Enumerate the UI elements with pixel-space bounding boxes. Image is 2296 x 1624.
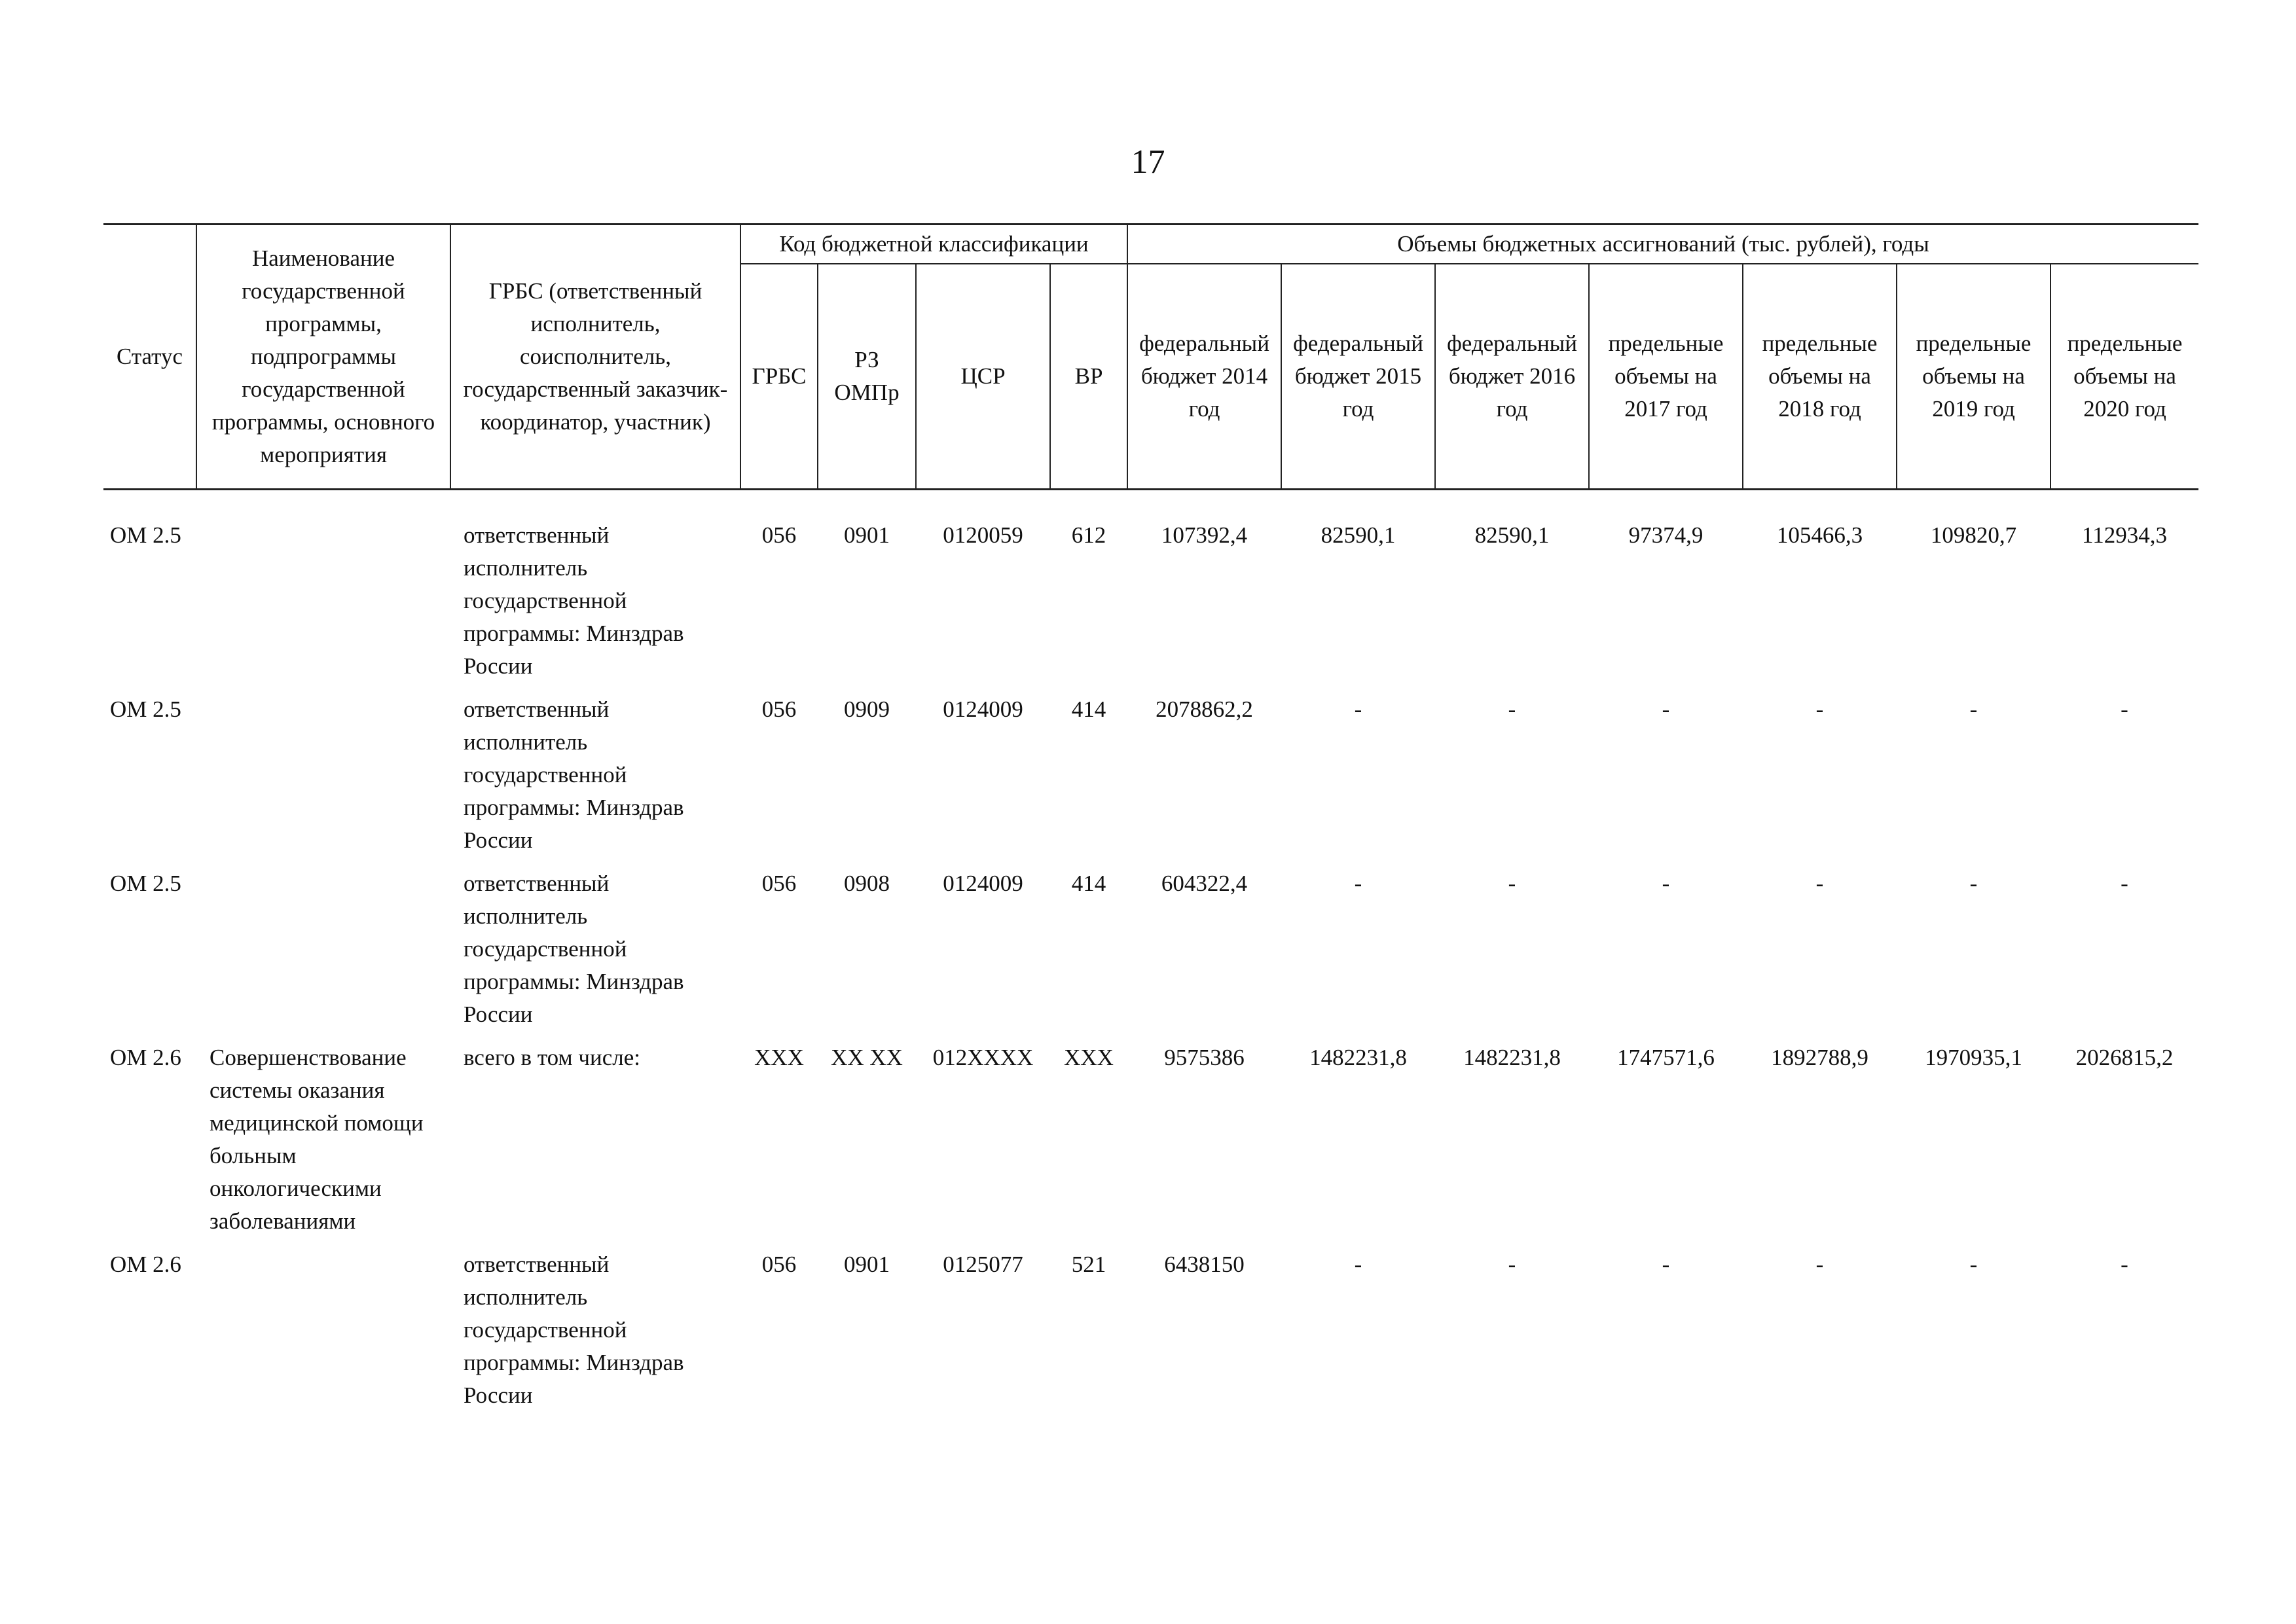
cell-name [196,1248,450,1422]
cell-value-2015: - [1354,1252,1362,1277]
cell-value-2014: 2078862,2 [1156,696,1253,722]
cell-grbs: ответственный исполнитель государственной программы: Минздрав России [464,696,684,853]
table-row [103,490,2198,694]
cell-value-2015: 1482231,8 [1309,1045,1407,1070]
header-code-csr: ЦСР [916,264,1050,490]
cell-name [196,693,450,867]
cell-status: ОМ 2.5 [110,522,181,548]
table-row [103,867,2198,1041]
header-year-2018: предельные объемы на 2018 год [1743,264,1897,490]
cell-code-rz: 0908 [844,871,890,896]
header-code-vr: ВР [1050,264,1127,490]
header-year-2020: предельные объемы на 2020 год [2050,264,2198,490]
cell-code-csr: 0125077 [943,1252,1023,1277]
cell-value-2020: 112934,3 [2082,522,2167,548]
cell-code-vr: 612 [1071,522,1106,548]
header-code-rz: РЗ ОМПр [818,264,916,490]
cell-value-2018: - [1815,1252,1824,1277]
cell-status: ОМ 2.5 [110,696,181,722]
cell-code-csr: 012XXXX [932,1045,1034,1070]
cell-value-2019: 109820,7 [1930,522,2017,548]
cell-value-2020: 2026815,2 [2075,1045,2174,1070]
header-year-2019: предельные объемы на 2019 год [1897,264,2050,490]
cell-value-2017: 97374,9 [1628,522,1704,548]
cell-value-2018: 1892788,9 [1771,1045,1868,1070]
header-code-grbs: ГРБС [740,264,818,490]
cell-value-2014: 604322,4 [1161,871,1248,896]
cell-code-rz: XX XX [831,1045,903,1070]
table-row [103,1041,2198,1248]
cell-value-2019: - [1969,871,1978,896]
header-name: Наименование государственной программы, подпрограммы государственной программы, основного мероприятия [196,225,450,490]
header-volumes-group: Объемы бюджетных ассигнований (тыс. рублей), годы [1127,225,2198,264]
cell-value-2019: - [1969,696,1978,722]
header-year-2014: федеральный бюджет 2014 год [1127,264,1281,490]
cell-code-grbs: 056 [761,522,797,548]
header-year-2015: федеральный бюджет 2015 год [1281,264,1435,490]
cell-value-2020: - [2121,696,2128,722]
cell-value-2017: 1747571,6 [1617,1045,1715,1070]
cell-value-2016: - [1508,871,1516,896]
cell-value-2014: 9575386 [1164,1045,1245,1070]
cell-value-2019: - [1969,1252,1978,1277]
cell-code-csr: 0124009 [943,871,1023,896]
header-code-group: Код бюджетной классификации [740,225,1127,264]
cell-code-grbs: 056 [761,1252,797,1277]
cell-value-2015: - [1354,871,1362,896]
cell-code-rz: 0909 [844,696,890,722]
cell-code-grbs: XXX [754,1045,804,1070]
cell-value-2015: 82590,1 [1321,522,1396,548]
cell-status: ОМ 2.5 [110,871,181,896]
cell-status: ОМ 2.6 [110,1252,181,1277]
cell-value-2017: - [1662,696,1670,722]
cell-value-2018: - [1815,696,1824,722]
cell-code-grbs: 056 [761,871,797,896]
cell-code-rz: 0901 [844,522,890,548]
cell-value-2018: - [1815,871,1824,896]
header-status: Статус [103,225,196,490]
table-row [103,693,2198,867]
cell-code-vr: 414 [1071,696,1106,722]
budget-table [103,223,2198,1422]
cell-grbs: ответственный исполнитель государственной программы: Минздрав России [464,522,684,679]
header-grbs: ГРБС (ответственный исполнитель, соисполнитель, государственный заказчик-координатор, участник) [450,225,740,490]
cell-code-vr: XXX [1064,1045,1114,1070]
cell-value-2017: - [1662,871,1670,896]
cell-name: Совершенствование системы оказания медицинской помощи больным онкологическими заболеваниями [210,1045,424,1234]
cell-name [196,490,450,694]
header-year-2016: федеральный бюджет 2016 год [1435,264,1589,490]
cell-value-2016: 82590,1 [1474,522,1550,548]
cell-value-2020: - [2121,1252,2128,1277]
cell-value-2020: - [2121,871,2128,896]
cell-value-2014: 6438150 [1164,1252,1245,1277]
cell-value-2016: 1482231,8 [1463,1045,1561,1070]
cell-code-csr: 0124009 [943,696,1023,722]
page-number: 17 [1131,143,1165,181]
cell-code-csr: 0120059 [943,522,1023,548]
cell-code-rz: 0901 [844,1252,890,1277]
cell-grbs: ответственный исполнитель государственной программы: Минздрав России [464,1252,684,1408]
cell-name [196,867,450,1041]
cell-value-2017: - [1662,1252,1670,1277]
cell-code-vr: 414 [1071,871,1106,896]
cell-value-2016: - [1508,1252,1516,1277]
cell-value-2019: 1970935,1 [1925,1045,2022,1070]
cell-value-2014: 107392,4 [1161,522,1248,548]
table-row [103,1248,2198,1422]
cell-value-2016: - [1508,696,1516,722]
cell-grbs: всего в том числе: [464,1045,640,1070]
cell-value-2015: - [1354,696,1362,722]
cell-status: ОМ 2.6 [110,1045,181,1070]
cell-code-vr: 521 [1071,1252,1106,1277]
cell-value-2018: 105466,3 [1776,522,1863,548]
cell-code-grbs: 056 [761,696,797,722]
cell-grbs: ответственный исполнитель государственной программы: Минздрав России [464,871,684,1027]
header-year-2017: предельные объемы на 2017 год [1589,264,1743,490]
